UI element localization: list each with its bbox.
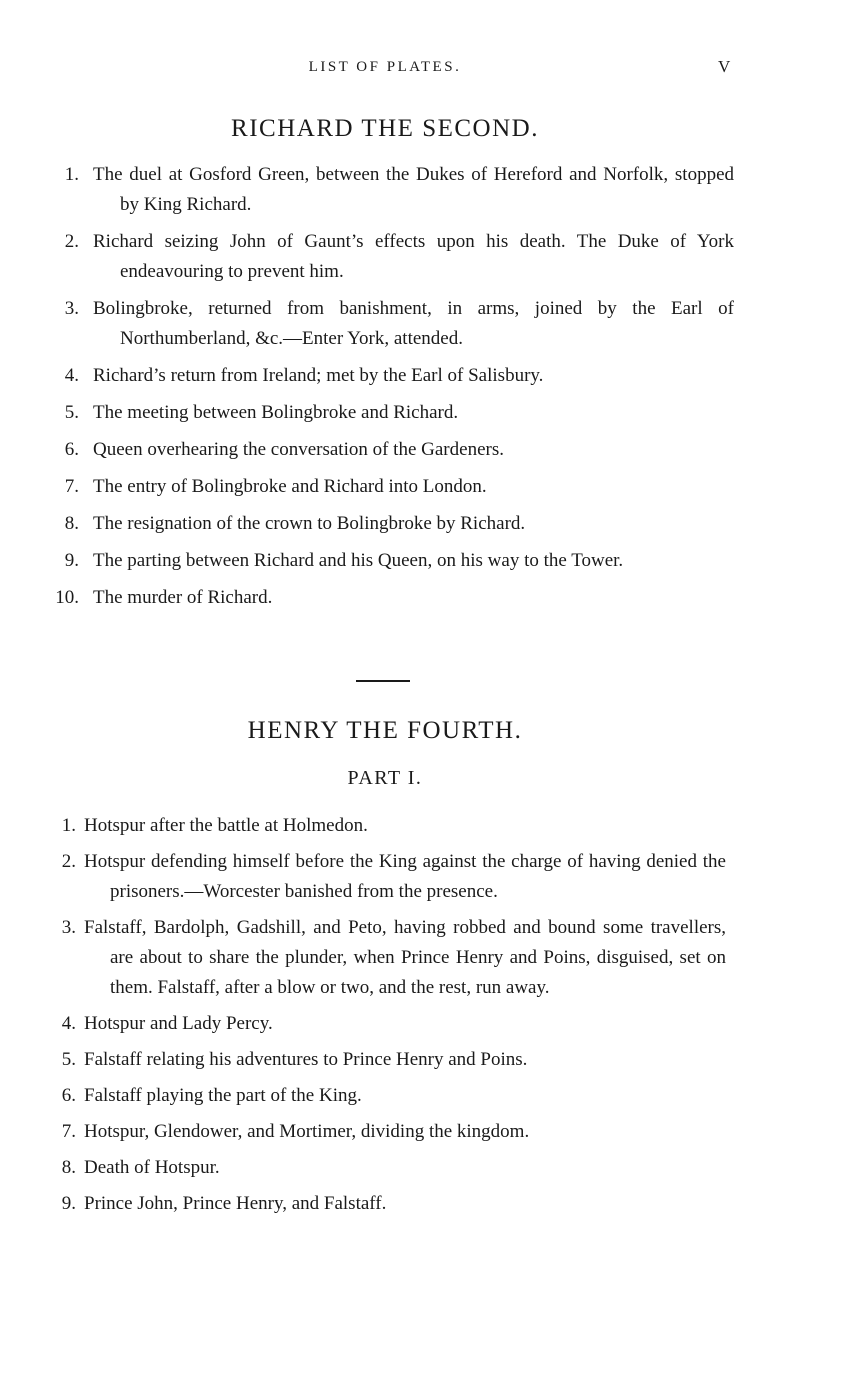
item-number: 5. [61,1049,76,1070]
list-item [46,847,726,907]
item-text: The resignation of the crown to Bolingbroke by Richard. [93,513,526,534]
list-item [46,472,734,502]
section-title-henry: HENRY THE FOURTH. [247,717,523,744]
item-number: 3. [64,298,79,319]
list-item [46,1189,726,1219]
item-number: 1. [61,815,76,836]
item-number: 2. [61,851,76,872]
item-text: Richard seizing John of Gaunt’s effects upon his death. The Duke of York endeavouring to prevent him. [93,231,734,282]
list-item [46,160,734,220]
item-number: 3. [61,917,76,938]
part-title: PART I. [347,767,423,789]
item-text: Falstaff playing the part of the King. [84,1085,362,1106]
richard-plate-list [46,160,734,620]
item-text: Queen overhearing the conversation of the Gardeners. [93,439,504,460]
item-text: Prince John, Prince Henry, and Falstaff. [84,1193,387,1214]
item-number: 8. [64,513,79,534]
item-number: 4. [64,365,79,386]
list-item [46,398,734,428]
item-number: 10. [55,587,79,608]
item-text: Falstaff relating his adventures to Prince Henry and Poins. [84,1049,528,1070]
item-number: 6. [61,1085,76,1106]
section-title-richard: RICHARD THE SECOND. [231,115,539,142]
item-text: The murder of Richard. [93,587,273,608]
list-item [46,361,734,391]
list-item [46,509,734,539]
list-item [46,1081,726,1111]
list-item [46,1045,726,1075]
list-item [46,811,726,841]
item-text: Hotspur, Glendower, and Mortimer, dividing the kingdom. [84,1121,530,1142]
list-item [46,227,734,287]
list-item [46,913,726,1003]
item-number: 5. [64,402,79,423]
item-number: 6. [64,439,79,460]
item-number: 8. [61,1157,76,1178]
item-text: Hotspur and Lady Percy. [84,1013,273,1034]
item-number: 9. [64,550,79,571]
list-item [46,294,734,354]
henry-plate-list [46,811,726,1225]
page-number: V [718,57,731,76]
item-text: Bolingbroke, returned from banishment, in arms, joined by the Earl of Northumberland, &c.—Enter York, attended. [93,298,734,349]
list-item [46,1153,726,1183]
item-text: Richard’s return from Ireland; met by the Earl of Salisbury. [93,365,544,386]
item-number: 7. [61,1121,76,1142]
list-item [46,435,734,465]
list-item [46,583,734,613]
item-number: 2. [64,231,79,252]
item-text: Hotspur after the battle at Holmedon. [84,815,368,836]
list-item [46,1009,726,1039]
item-text: The meeting between Bolingbroke and Richard. [93,402,459,423]
item-text: Hotspur defending himself before the King against the charge of having denied the prisoners.—Worcester banished from the presence. [84,851,726,902]
running-title: LIST OF PLATES. [308,59,462,75]
section-divider [356,680,410,682]
item-text: The parting between Richard and his Queen, on his way to the Tower. [93,550,624,571]
list-item [46,1117,726,1147]
item-number: 7. [64,476,79,497]
item-text: The duel at Gosford Green, between the Dukes of Hereford and Norfolk, stopped by King Richard. [93,164,734,215]
item-text: Falstaff, Bardolph, Gadshill, and Peto, having robbed and bound some travellers, are about to share the plunder, when Prince Henry and Poins, disguised, set on them. Falstaff, after a blow or two, and the rest, run away. [84,917,726,998]
item-number: 9. [61,1193,76,1214]
item-text: The entry of Bolingbroke and Richard into London. [93,476,487,497]
item-number: 1. [64,164,79,185]
list-item [46,546,734,576]
item-text: Death of Hotspur. [84,1157,220,1178]
item-number: 4. [61,1013,76,1034]
running-header [0,56,843,78]
